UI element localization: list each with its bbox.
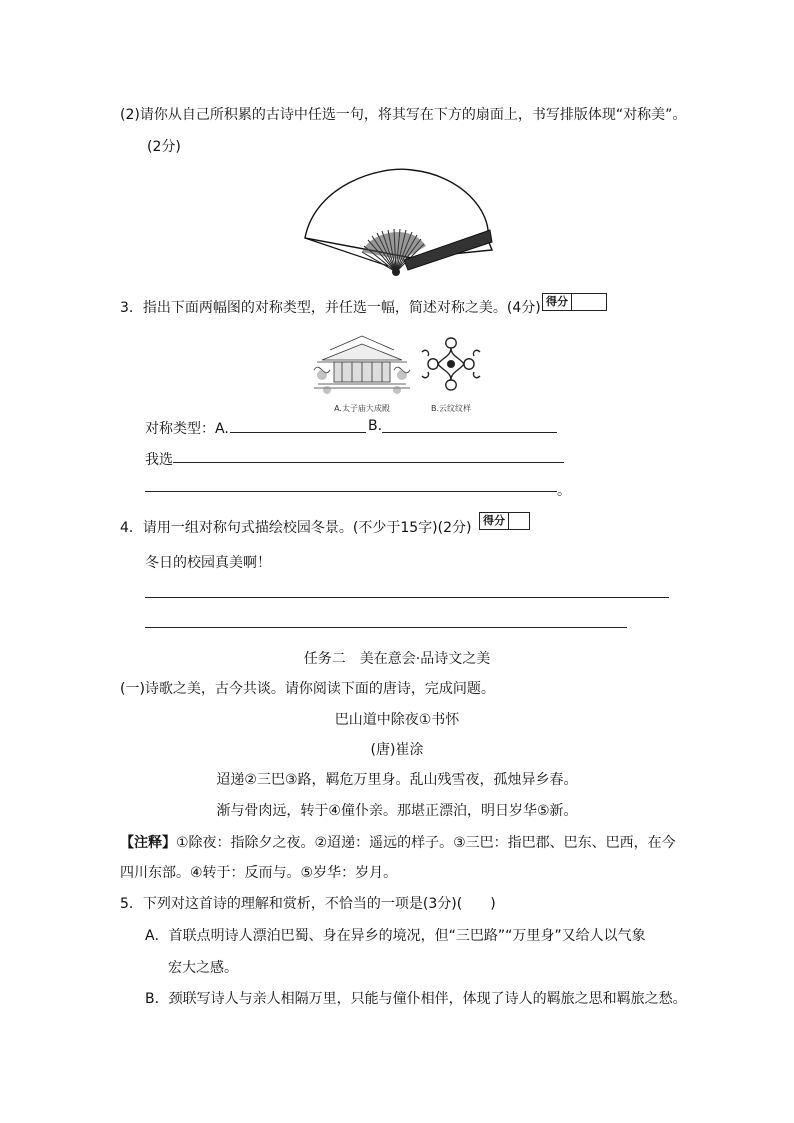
q5-option-a-1: A．首联点明诗人漂泊巴蜀、身在异乡的境况，但“三巴路”“万里身”又给人以气象 (145, 928, 646, 944)
q3-text: 3．指出下面两幅图的对称类型，并任选一幅，简述对称之美。(4分) (120, 300, 541, 316)
fan-illustration (300, 160, 495, 282)
answer-line-continue[interactable] (145, 491, 557, 492)
symmetry-type-b-label: B. (368, 418, 383, 434)
score-label: 得分 (480, 513, 509, 529)
cloud-pattern-image (420, 330, 482, 413)
end-mark: 。 (557, 483, 571, 499)
q4-text: 4．请用一组对称句式描绘校园冬景。(不少于15字)(2分) (120, 520, 472, 536)
q4-starter: 冬日的校园真美啊！ (145, 555, 271, 571)
poem-line-2: 渐与骨肉远，转于④僮仆亲。那堪正漂泊，明日岁华⑤新。 (216, 803, 578, 819)
q2-2-score: (2分) (147, 139, 181, 155)
q3-score-box[interactable] (542, 293, 607, 311)
q5-option-b: B．颈联写诗人与亲人相隔万里，只能与僮仆相伴，体现了诗人的羁旅之思和羁旅之愁。 (145, 991, 687, 1007)
answer-line-choose[interactable] (173, 462, 564, 463)
answer-line-q4-1[interactable] (145, 597, 669, 598)
poem-line-1: 迢递②三巴③路，羁危万里身。乱山残雪夜，孤烛异乡春。 (216, 772, 578, 788)
q5-text: 5．下列对这首诗的理解和赏析，不恰当的一项是(3分)( ) (120, 896, 496, 912)
temple-image (312, 330, 412, 413)
poem-author: (唐)崔涂 (370, 742, 424, 758)
image-b-caption: B.云纹纹样 (430, 404, 472, 413)
q5-option-a-2: 宏大之感。 (168, 960, 238, 976)
answer-line-a[interactable] (230, 432, 366, 433)
image-a-caption: A.太子庙大成殿 (334, 404, 390, 413)
q4-score-box[interactable] (479, 512, 530, 530)
answer-line-q4-2[interactable] (145, 627, 627, 628)
q2-2-text: (2)请你从自己所积累的古诗中任选一句，将其写在下方的扇面上，书写排版体现“对称美”。 (120, 107, 687, 123)
symmetry-type-label: 对称类型：A. (145, 421, 229, 437)
notes-line-2: 四川东部。④转于：反而与。⑤岁华：岁月。 (120, 865, 398, 881)
task2-title: 任务二 美在意会·品诗文之美 (303, 651, 491, 667)
task2-intro: (一)诗歌之美，古今共谈。请你阅读下面的唐诗，完成问题。 (120, 681, 495, 697)
poem-title: 巴山道中除夜①书怀 (334, 712, 460, 728)
choose-label: 我选 (145, 452, 173, 468)
score-field[interactable] (572, 294, 606, 310)
score-field[interactable] (509, 513, 529, 529)
score-label: 得分 (543, 294, 572, 310)
answer-line-b[interactable] (382, 432, 557, 433)
notes-label: 【注释】 (120, 835, 176, 851)
notes-text-1: ①除夜：指除夕之夜。②迢递：遥远的样子。③三巴：指巴郡、巴东、巴西，在今 (176, 835, 676, 851)
notes-line-1 (120, 832, 676, 852)
